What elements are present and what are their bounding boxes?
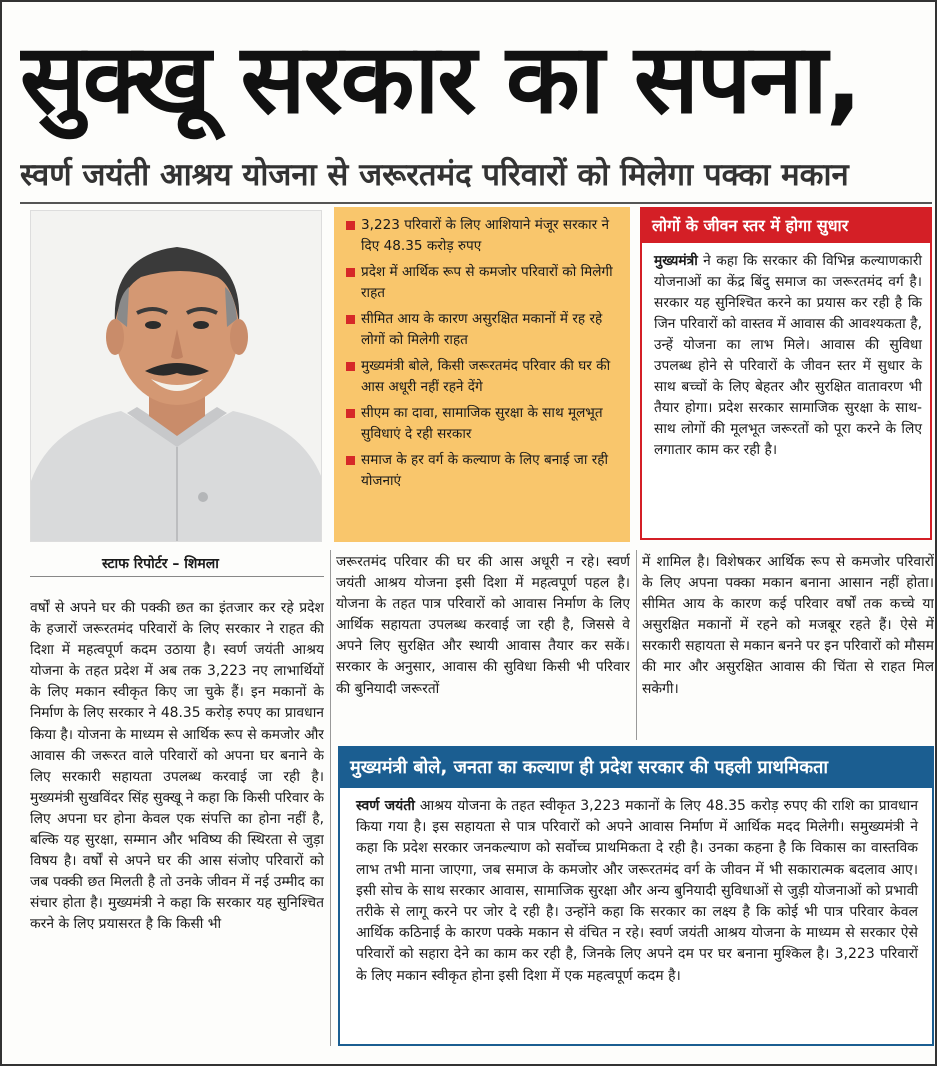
- highlight-text: मुख्यमंत्री बोले, किसी जरूरतमंद परिवार की घर की आस अधूरी नहीं रहने देंगे: [361, 358, 611, 395]
- highlight-text: सीमित आय के कारण असुरक्षित मकानों में रह रहे लोगों को मिलेगी राहत: [361, 311, 603, 348]
- highlight-item: [346, 215, 620, 257]
- highlight-item: [346, 450, 620, 492]
- cm-statement-title: मुख्यमंत्री बोले, जनता का कल्याण ही प्रदेश सरकार की पहली प्राथमिकता: [340, 748, 932, 788]
- article-column-3: में शामिल है। विशेषकर आर्थिक रूप से कमजोर परिवारों के लिए अपना पक्का मकान बनाना आसान नहीं होता। सीमित आय के कारण कई परिवार वर्षों तक कच्चे या असुरक्षित मकानों में रहने को मजबूर रहते हैं। ऐसे में सरकारी सहायता से मकान बनने पर इन परिवारों को मौसम की मार और असुरक्षित आवास की चिंता से राहत मिल सकेगी।: [642, 554, 934, 697]
- divider: [20, 202, 932, 204]
- portrait-photo: [30, 210, 322, 542]
- bullet-square-icon: [346, 268, 355, 277]
- highlight-item: [346, 403, 620, 445]
- side-story-box: [640, 207, 932, 540]
- article-column-1: वर्षों से अपने घर की पक्की छत का इंतजार कर रहे प्रदेश के हजारों जरूरतमंद परिवारों के लिए सरकार ने राहत की दिशा में महत्वपूर्ण कदम उठाया है। स्वर्ण जयंती आश्रय योजना के तहत प्रदेश में अब तक 3,223 नए लाभार्थियों के लिए मकान स्वीकृत किए जा चुके हैं। इन मकानों के निर्माण के लिए सरकार ने 48.35 करोड़ रुपए का प्रावधान किया है। योजना के माध्यम से आर्थिक रूप से कमजोर और आवास की जरूरत वाले परिवारों को अपना घर बनाने के लिए सरकारी सहायता उपलब्ध करवाई जा रही है। मुख्यमंत्री सुखविंदर सिंह सुक्खू ने कहा कि किसी परिवार के लिए अपना घर होना केवल एक संपत्ति का होना नहीं है, बल्कि यह सुरक्षा, सम्मान और भविष्य की स्थिरता से जुड़ा विषय है। वर्षों से अपने घर की आस संजोए परिवारों को जब पक्की छत मिलती है तो उनके जीवन में नई उम्मीद का संचार होता है। मुख्यमंत्री ने कहा कि सरकार यह सुनिश्चित करने के लिए प्रयासरत है कि किसी भी: [30, 600, 324, 933]
- cm-statement-lead: स्वर्ण जयंती: [356, 798, 415, 814]
- side-story-text: ने कहा कि सरकार की विभिन्न कल्याणकारी योजनाओं का केंद्र बिंदु समाज का जरूरतमंद वर्ग है। सरकार यह सुनिश्चित करने का प्रयास कर रही है कि जिन परिवारों को वास्तव में आवास की आवश्यकता है, उन्हें योजना का लाभ मिले। आवास की सुविधा उपलब्ध होने से परिवारों के जीवन स्तर में सुधार के साथ बच्चों के लिए बेहतर और सुरक्षित वातावरण भी तैयार होगा। प्रदेश सरकार सामाजिक सुरक्षा के साथ-साथ लोगों की मूलभूत जरूरतों को पूरा करने के लिए लगातार काम कर रही है।: [654, 253, 922, 458]
- highlight-item: [346, 262, 620, 304]
- byline-divider: [30, 576, 324, 577]
- cm-statement-text: आश्रय योजना के तहत स्वीकृत 3,223 मकानों के लिए 48.35 करोड़ रुपए की राशि का प्रावधान किया गया है। इस सहायता से पात्र परिवारों को अपने आवास निर्माण में आर्थिक मदद मिलेगी। समुख्यमंत्री ने कहा कि प्रदेश सरकार जनकल्याण को सर्वोच्च प्राथमिकता दे रही है। उनका कहना है कि विकास का वास्तविक लाभ तभी माना जाएगा, जब समाज के कमजोर और जरूरतमंद वर्ग के जीवन में भी सकारात्मक बदलाव आए। इसी सोच के साथ सरकार आवास, सामाजिक सुरक्षा और अन्य बुनियादी सुविधाओं से जुड़ी योजनाओं को प्रभावी तरीके से लागू करने पर जोर दे रही है। उन्होंने कहा कि सरकार का लक्ष्य है कि कोई भी पात्र परिवार केवल आर्थिक कठिनाई के कारण पक्के मकान से वंचित न रहे। स्वर्ण जयंती आश्रय योजना के माध्यम से सरकार ऐसे परिवारों को सहारा देने का काम कर रही है, जिनके लिए अपने दम पर घर बनाना मुश्किल है। 3,223 परिवारों के लिए मकान स्वीकृत होना इसी दिशा में एक महत्वपूर्ण कदम है।: [356, 798, 918, 984]
- cm-statement-box: [338, 746, 934, 1046]
- side-story-body: [642, 243, 930, 467]
- highlight-text: समाज के हर वर्ग के कल्याण के लिए बनाई जा रही योजनाएं: [361, 452, 608, 489]
- highlights-box: [334, 207, 630, 542]
- highlight-text: प्रदेश में आर्थिक रूप से कमजोर परिवारों को मिलेगी राहत: [361, 264, 613, 301]
- bullet-square-icon: [346, 362, 355, 371]
- column-divider: [330, 550, 331, 1046]
- highlight-item: [346, 356, 620, 398]
- bullet-square-icon: [346, 221, 355, 230]
- highlight-text: 3,223 परिवारों के लिए आशियाने मंजूर सरकार ने दिए 48.35 करोड़ रुपए: [361, 217, 610, 254]
- bullet-square-icon: [346, 315, 355, 324]
- highlight-text: सीएम का दावा, सामाजिक सुरक्षा के साथ मूलभूत सुविधाएं दे रही सरकार: [361, 405, 603, 442]
- byline: स्टाफ रिपोर्टर – शिमला: [102, 556, 219, 572]
- column-divider: [636, 550, 637, 740]
- highlight-item: [346, 309, 620, 351]
- article-column-2: जरूरतमंद परिवार की घर की आस अधूरी न रहे। स्वर्ण जयंती आश्रय योजना इसी दिशा में महत्वपूर्ण पहल है। योजना के तहत पात्र परिवारों को आवास निर्माण के लिए आर्थिक सहायता उपलब्ध करवाई जा रही है, जिससे वे अपने लिए सुरक्षित और स्थायी आवास तैयार कर सकें। सरकार के अनुसार, आवास की सुविधा किसी भी परिवार की बुनियादी जरूरतों: [336, 554, 630, 697]
- side-story-lead: मुख्यमंत्री: [654, 253, 698, 269]
- subheadline: स्वर्ण जयंती आश्रय योजना से जरूरतमंद परिवारों को मिलेगा पक्का मकान: [20, 157, 849, 193]
- bullet-square-icon: [346, 409, 355, 418]
- side-story-title: लोगों के जीवन स्तर में होगा सुधार: [642, 209, 930, 243]
- bullet-square-icon: [346, 456, 355, 465]
- headline: सुक्खू सरकार का सपना,: [20, 23, 861, 135]
- cm-statement-body: [340, 788, 932, 993]
